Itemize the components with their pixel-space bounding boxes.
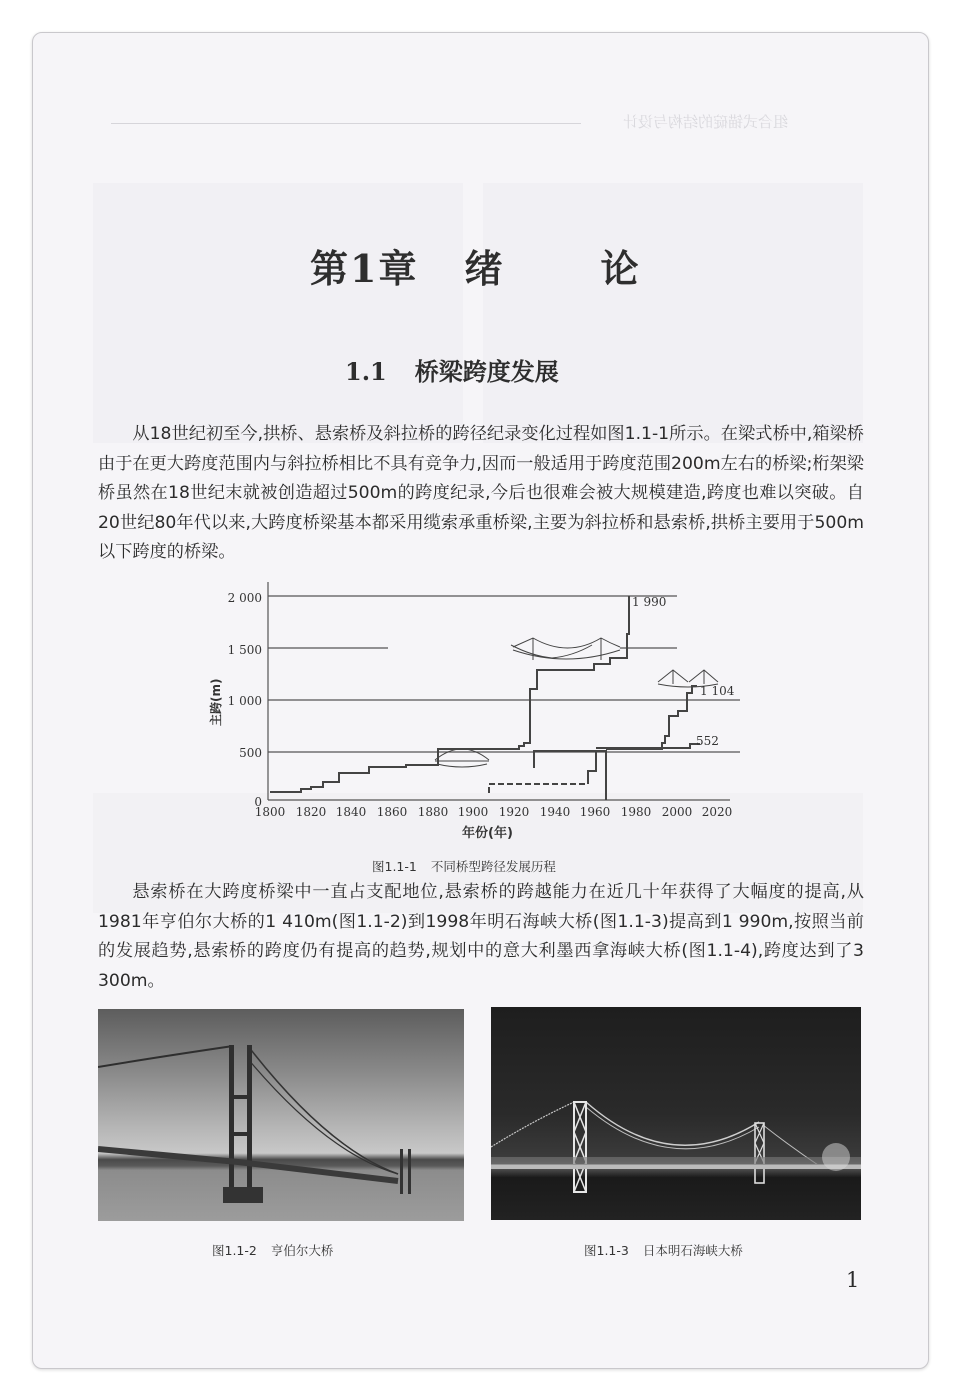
svg-text:1940: 1940 xyxy=(539,805,571,819)
x-axis-label: 年份(年) xyxy=(462,826,513,841)
svg-text:1980: 1980 xyxy=(620,805,652,819)
akashi-kaikyo-bridge-photo xyxy=(491,1007,861,1220)
svg-text:1960: 1960 xyxy=(579,805,611,819)
figure-label: 图1.1-3 xyxy=(584,1243,629,1258)
span-development-chart xyxy=(200,578,760,838)
section-title xyxy=(345,352,559,387)
y-tick-label: 1 500 xyxy=(227,643,262,657)
svg-text:1840: 1840 xyxy=(335,805,367,819)
section-heading: 桥梁跨度发展 xyxy=(414,358,559,386)
section-number: 1.1 xyxy=(345,357,387,386)
humber-bridge-photo xyxy=(98,1009,464,1221)
svg-text:1820: 1820 xyxy=(295,805,327,819)
y-tick-label: 0 xyxy=(254,795,262,809)
annotation-552: 552 xyxy=(696,734,719,748)
chapter-title xyxy=(310,238,640,293)
figure-caption-text: 亨伯尔大桥 xyxy=(270,1243,334,1258)
y-tick-label: 500 xyxy=(239,746,262,760)
annotation-1104: 1 104 xyxy=(700,684,735,698)
paragraph: 从18世纪初至今,拱桥、悬索桥及斜拉桥的跨径纪录变化过程如图1.1-1所示。在梁式桥中,箱梁桥由于在更大跨度范围内与斜拉桥相比不具有竞争力,因而一般适用于跨度范围200m左右的桥梁;桁架梁桥虽然在18世纪末就被创造超过500m的跨度纪录,今后也很难会被大规模建造,跨度也难以突破。自20世纪80年代以来,大跨度桥梁基本都采用缆索承重桥梁,主要为斜拉桥和悬索桥,拱桥主要用于500m以下跨度的桥梁。 xyxy=(98,424,864,562)
x-tick-label: 1800 xyxy=(254,805,286,819)
bleed-through-image xyxy=(483,183,863,443)
y-axis-label: 主跨(m) xyxy=(209,678,223,726)
bleed-through-header: 组合式锚碇的结构与设计 xyxy=(623,113,789,131)
bleed-through-rule xyxy=(111,123,581,124)
page-number: 1 xyxy=(846,1268,860,1292)
figure-label: 图1.1-1 xyxy=(372,859,417,874)
chapter-title-char: 绪 xyxy=(464,246,505,291)
figure-caption xyxy=(372,857,556,875)
chapter-label: 第1章 xyxy=(310,246,419,291)
svg-text:2000: 2000 xyxy=(661,805,693,819)
svg-text:2020: 2020 xyxy=(701,805,733,819)
chapter-title-char: 论 xyxy=(600,246,641,291)
figure-caption xyxy=(212,1241,333,1259)
svg-text:1900: 1900 xyxy=(457,805,489,819)
figure-caption-text: 不同桥型跨径发展历程 xyxy=(430,859,556,874)
paragraph: 悬索桥在大跨度桥梁中一直占支配地位,悬索桥的跨越能力在近几十年获得了大幅度的提高,从1981年亨伯尔大桥的1 410m(图1.1-2)到1998年明石海峡大桥(图1.1-3)提高到1 990m,按照当前的发展趋势,悬索桥的跨度仍有提高的趋势,规划中的意大利墨西拿海峡大桥(图1.1-4),跨度达到了3 300m。 xyxy=(98,882,864,991)
figure-caption xyxy=(584,1241,743,1259)
svg-text:1860: 1860 xyxy=(376,805,408,819)
svg-text:1920: 1920 xyxy=(498,805,530,819)
suspension-bridge-icon xyxy=(511,638,620,660)
bleed-through-image xyxy=(93,183,463,443)
svg-text:1880: 1880 xyxy=(417,805,449,819)
figure-caption-text: 日本明石海峡大桥 xyxy=(642,1243,743,1258)
figure-label: 图1.1-2 xyxy=(212,1243,257,1258)
annotation-1990: 1 990 xyxy=(632,595,667,609)
y-tick-label: 2 000 xyxy=(227,591,262,605)
y-tick-label: 1 000 xyxy=(227,694,262,708)
